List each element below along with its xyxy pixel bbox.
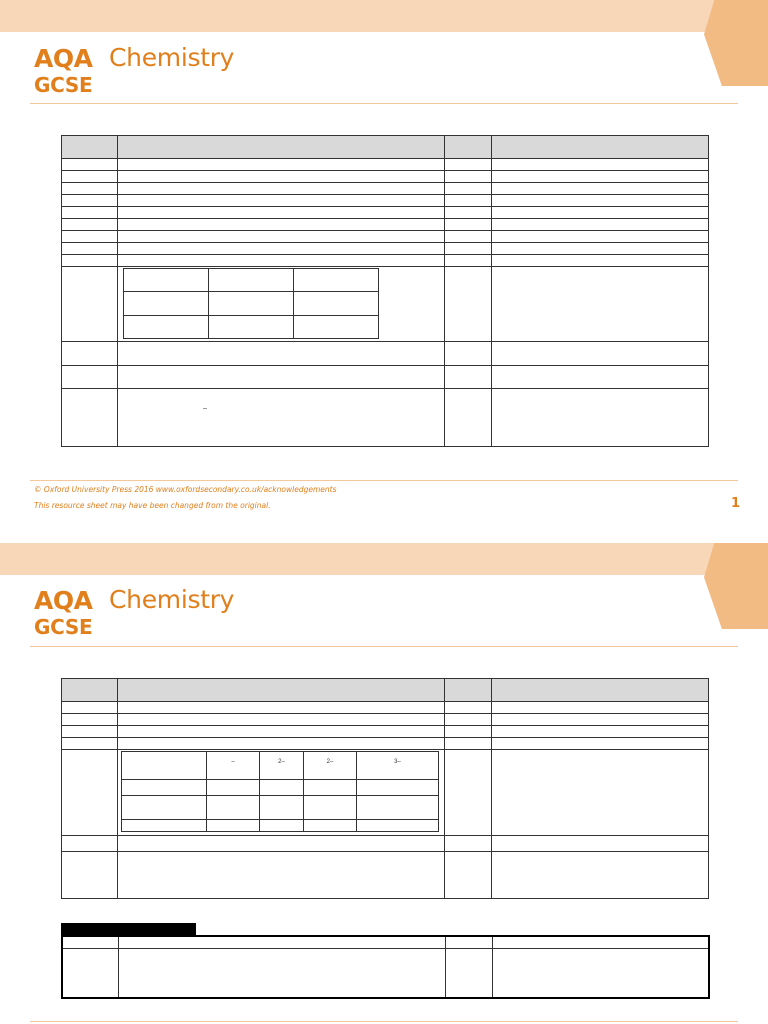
charge-label: 3– xyxy=(357,752,439,780)
header-band xyxy=(0,543,768,575)
answer-table-3 xyxy=(61,935,710,999)
table-row xyxy=(62,702,709,714)
nested-table-2 xyxy=(121,751,439,832)
header-corner-shape xyxy=(704,0,768,86)
table-row xyxy=(62,714,709,726)
logo-aqa: AQA xyxy=(34,586,93,615)
page-number: 1 xyxy=(731,496,741,511)
charge-label: – xyxy=(207,752,260,780)
table-row xyxy=(62,255,709,267)
table-header-row xyxy=(62,136,709,159)
footer-note: This resource sheet may have been changed from the original. xyxy=(34,501,271,510)
table-row xyxy=(62,366,709,389)
answer-table-2 xyxy=(61,678,709,899)
table-row xyxy=(62,738,709,750)
header-divider xyxy=(30,646,738,647)
logo-subject: Chemistry xyxy=(109,43,235,72)
logo-level: GCSE xyxy=(34,73,93,97)
table-row xyxy=(62,936,709,948)
table-row xyxy=(62,750,709,836)
section-heading-bar xyxy=(61,923,196,935)
table-row xyxy=(62,852,709,899)
logo-level: GCSE xyxy=(34,615,93,639)
answer-table-1 xyxy=(61,135,709,447)
footer-divider xyxy=(30,480,738,481)
charge-label: 2– xyxy=(260,752,304,780)
charge-label: 2– xyxy=(304,752,357,780)
table-row xyxy=(62,195,709,207)
table-row xyxy=(62,726,709,738)
table-row xyxy=(62,836,709,852)
footer-divider xyxy=(30,1021,738,1022)
page-2 xyxy=(0,543,768,1024)
table-row xyxy=(62,183,709,195)
table-row xyxy=(62,159,709,171)
logo-aqa: AQA xyxy=(34,44,93,73)
table-row xyxy=(62,389,709,447)
logo-subject: Chemistry xyxy=(109,585,235,614)
table-row xyxy=(62,207,709,219)
nested-table-1 xyxy=(123,268,379,339)
table-row xyxy=(62,171,709,183)
minus-mark: – xyxy=(203,405,207,412)
table-header-row xyxy=(62,679,709,702)
table-row xyxy=(62,267,709,342)
header-corner-shape xyxy=(704,543,768,629)
table-row xyxy=(62,342,709,366)
table-row xyxy=(62,219,709,231)
footer-copyright: © Oxford University Press 2016 www.oxfordsecondary.co.uk/acknowledgements xyxy=(34,485,337,494)
header-band xyxy=(0,0,768,32)
header-divider xyxy=(30,103,738,104)
table-row xyxy=(62,243,709,255)
table-row xyxy=(62,948,709,998)
table-row xyxy=(62,231,709,243)
